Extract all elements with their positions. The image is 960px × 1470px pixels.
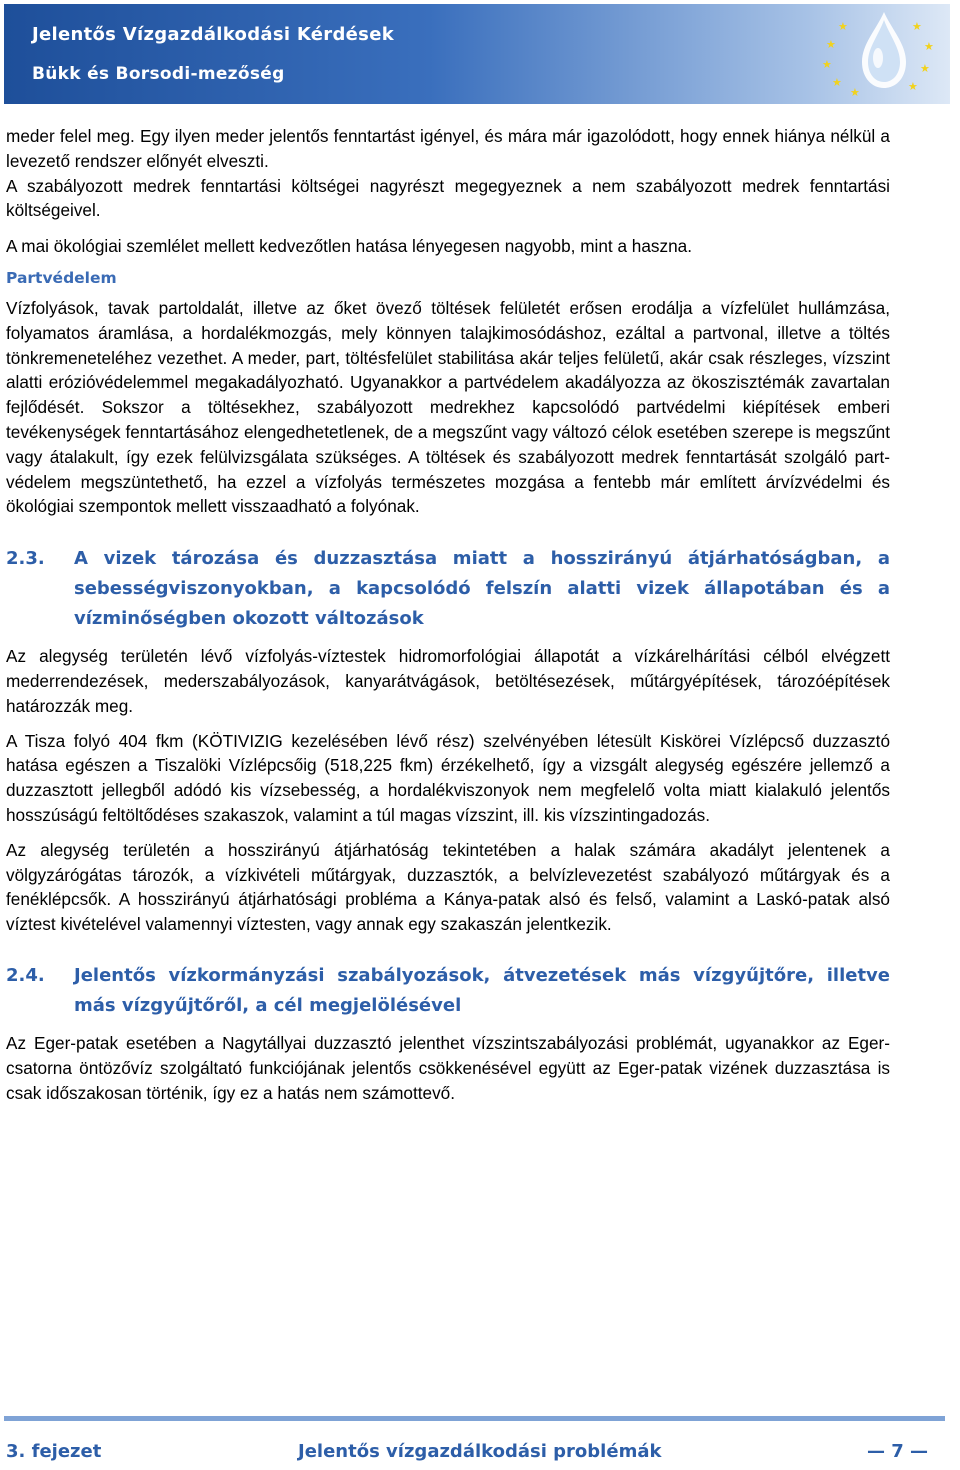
header-subtitle: Bükk és Borsodi-mezőség — [32, 64, 285, 84]
section-title: Jelentős vízkormányzási szabályozások, átvezetések más vízgyűjtőre, illetve más vízgyűjtőről, a cél megjelölésével — [74, 964, 890, 1016]
footer-title: Jelentős vízgazdálkodási problémák — [298, 1441, 662, 1462]
paragraph: Az alegység területén a hosszirányú átjárhatóság tekintetében a halak számára akadályt jelentenek a völgyzárógátas tározók, a vízkivételi műtárgyak, duzzasztók, a belvízlevezetést szabályozó műtárgyak és a fenéklépcsők. A hosszirányú átjárhatósági probléma a Kánya-patak alsó és felső, valamint a Laskó-patak alsó víztest kivételével valamennyi víztesten, vagy annak egy szakaszán jelentkezik. — [6, 839, 890, 935]
svg-text:★: ★ — [924, 40, 934, 53]
paragraph: A mai ökológiai szemlélet mellett kedvezőtlen hatása lényegesen nagyobb, mint a haszna. — [6, 236, 692, 257]
subheading-partvedelem: Partvédelem — [6, 268, 117, 287]
page-content — [6, 124, 890, 1105]
paragraph: Az alegység területén lévő vízfolyás-víztestek hidromorfológiai állapotát a vízkárelhárítási célból elvégzett mederrendezések, mederszabályozások, kanyarátvágások, betöltésezések, műtárgyépítések, tározóépítések határozzák meg. — [6, 646, 890, 716]
page-number: — 7 — — [866, 1441, 928, 1462]
footer-divider — [4, 1416, 945, 1421]
paragraph: Vízfolyások, tavak partoldalát, illetve az őket övező töltések felületét erősen erodálja a vízfelület hullámzása, folyamatos áramlása, a hordalékmozgás, mely könnyen talajkimosódáshoz, ezáltal a partvonal, illetve a töltés tönkremeneteléhez vezethet. A meder, part, töltésfelület stabilitása akár teljes felületű, akár csak részleges, vízszint alatti erózióvédelemmel megakadályozható. Ugyanakkor a partvédelem akadályozza az ökoszisztémák zavartalan fejlődését. Sokszor a töltésekhez, szabályozott medrekhez kapcsolódó partvédelmi kiépítések emberi tevékenységek fenntartásához elengedhetetlenek, de a megszűnt vagy változó célok esetében szerepe is megszűnt vagy átalakult, így ezek felülvizsgálata szükséges. A töltések és szabályozott medrek fenntartását szolgáló part-védelem megszüntethető, ha ezzel a vízfolyás természetes mozgása a fentebb már említett árvízvédelmi és ökológiai szempontok mellett visszaadható a folyónak. — [6, 297, 890, 517]
section-heading-2-4 — [6, 961, 890, 1021]
section-title: A vizek tározása és duzzasztása miatt a hosszirányú átjárhatóságban, a sebességviszonyokban, a kapcsolódó felszín alatti vizek állapotában és a vízminőségben okozott változások — [74, 548, 890, 630]
paragraph: A szabályozott medrek fenntartási költségei nagyrészt megegyeznek a nem szabályozott medrek fenntartási költségeivel. — [6, 175, 890, 221]
svg-text:★: ★ — [912, 20, 922, 33]
paragraph: A Tisza folyó 404 fkm (KÖTIVIZIG kezelésében lévő rész) szelvényében létesült Kiskörei Vízlépcső duzzasztó hatása egészen a Tiszalöki Vízlépcsőig (518,225 fkm) érzékelhető, így a vizsgált alegység egészére jellemző a duzzasztott jellegből adódó kis vízsebesség, a hordalékviszonyok nem megfelelő volta miatt kialakuló jelentős hosszúságú feltöltődéses szakaszok, valamint a túl magas vízszint, ill. kis vízszintingadozás. — [6, 730, 890, 825]
section-heading-2-3 — [6, 544, 890, 634]
svg-text:★: ★ — [850, 86, 860, 99]
svg-text:★: ★ — [920, 62, 930, 75]
section-number: 2.3. — [6, 548, 45, 570]
paragraph: meder felel meg. Egy ilyen meder jelentős fenntartást igényel, és mára már igazolódott, hogy ennek hiánya nélkül a levezető rendszer előnyét elveszti. — [6, 126, 890, 171]
section-number: 2.4. — [6, 964, 45, 986]
header-title: Jelentős Vízgazdálkodási Kérdések — [32, 24, 394, 45]
footer-chapter: 3. fejezet — [6, 1441, 102, 1462]
svg-text:★: ★ — [822, 58, 832, 71]
svg-text:★: ★ — [826, 38, 836, 51]
paragraph: Az Eger-patak esetében a Nagytállyai duzzasztó jelenthet vízszintszabályozási problémát, ugyanakkor az Eger-csatorna öntözővíz szolgáltató funkciójának jelentős csökkenésével együtt az Eger-patak vizének duzzasztása is csak időszakosan történik, így ez a hatás nem számottevő. — [6, 1032, 890, 1103]
eu-water-drop-logo-icon — [812, 8, 942, 100]
page-header — [4, 4, 950, 104]
svg-text:★: ★ — [908, 80, 918, 93]
svg-text:★: ★ — [838, 20, 848, 33]
svg-text:★: ★ — [832, 76, 842, 89]
